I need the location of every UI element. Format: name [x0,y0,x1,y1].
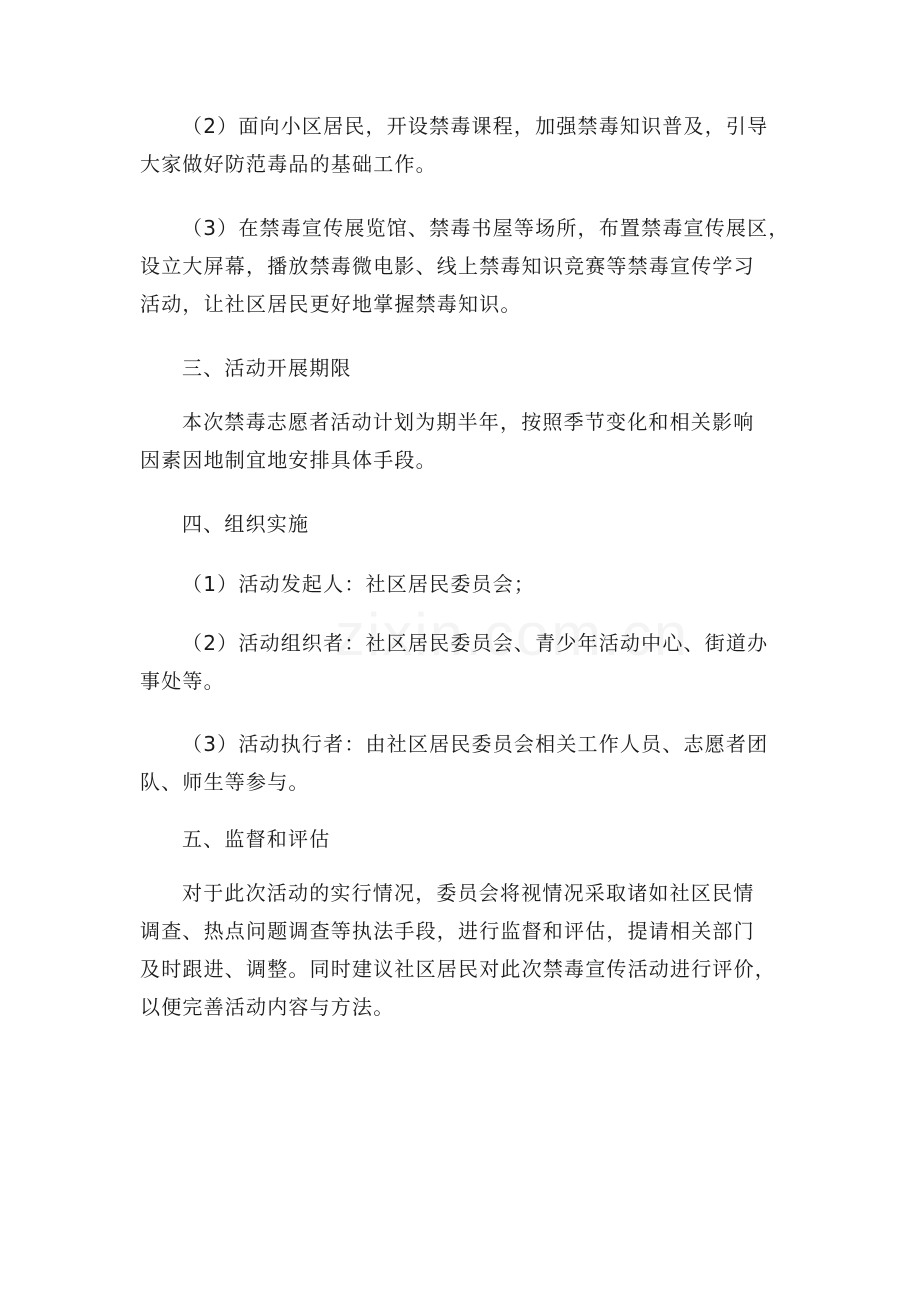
text-line: （1）活动发起人：社区居民委员会； [182,572,536,596]
text-line: 调查、热点问题调查等执法手段，进行监督和评估，提请相关部门 [140,919,755,943]
text-line: （2）活动组织者：社区居民委员会、青少年活动中心、街道办 [182,631,769,655]
section-heading-supervision [140,820,800,858]
text-line: （3）活动执行者：由社区居民委员会相关工作人员、志愿者团 [182,732,769,756]
text-line: 对于此次活动的实行情况，委员会将视情况采取诸如社区民情 [182,881,755,905]
paragraph-supervision [140,874,800,1026]
text-line: 因素因地制宜地安排具体手段。 [140,448,437,472]
text-line: 事处等。 [140,669,225,693]
paragraph-community-course [140,107,800,183]
text-line: 以便完善活动内容与方法。 [140,995,395,1019]
section-heading-period [140,349,800,387]
text-line: （2）面向小区居民，开设禁毒课程，加强禁毒知识普及，引导 [182,114,769,138]
paragraph-organizer [140,624,800,700]
text-line: 大家做好防范毒品的基础工作。 [140,152,437,176]
text-line: 本次禁毒志愿者活动计划为期半年，按照季节变化和相关影响 [182,410,755,434]
paragraph-period [140,403,800,479]
paragraph-initiator [140,565,800,603]
text-line: 队、师生等参与。 [140,770,310,794]
section-heading-organization [140,505,800,543]
text-line: 及时跟进、调整。同时建议社区居民对此次禁毒宣传活动进行评价， [140,957,776,981]
text-line: 活动，让社区居民更好地掌握禁毒知识。 [140,292,522,316]
text-line: （3）在禁毒宣传展览馆、禁毒书屋等场所，布置禁毒宣传展区， [182,216,790,240]
paragraph-executor [140,725,800,801]
text-line: 设立大屏幕，播放禁毒微电影、线上禁毒知识竞赛等禁毒宣传学习 [140,254,755,278]
heading-text: 五、监督和评估 [182,827,331,851]
heading-text: 四、组织实施 [182,512,310,536]
heading-text: 三、活动开展期限 [182,356,352,380]
paragraph-exhibition-area [140,209,800,323]
